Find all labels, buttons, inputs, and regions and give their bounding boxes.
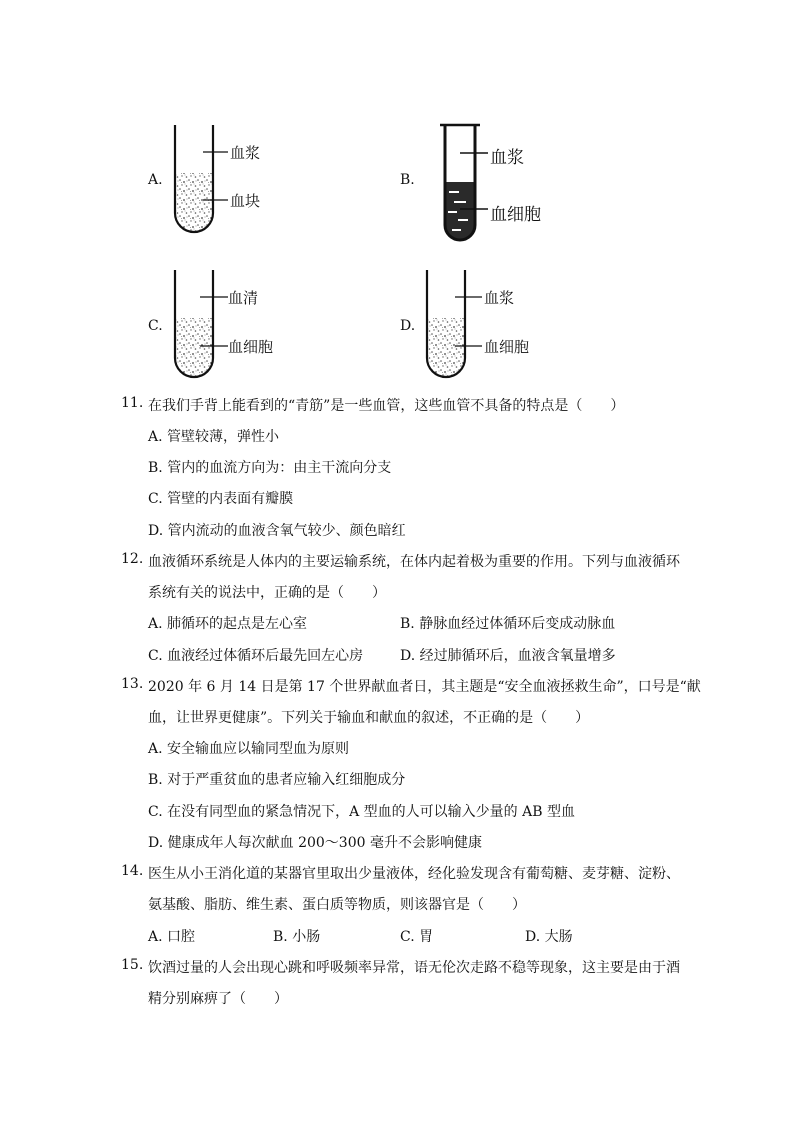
question-number: 13. bbox=[121, 676, 144, 692]
figure-b-label-cells: 血细胞 bbox=[490, 205, 541, 225]
option-b: B. 静脉血经过体循环后变成动脉血 bbox=[400, 616, 616, 632]
option-b: B. 对于严重贫血的患者应输入红细胞成分 bbox=[148, 772, 406, 788]
question-number: 11. bbox=[121, 395, 144, 411]
option-c: C. 管壁的内表面有瓣膜 bbox=[148, 491, 294, 507]
option-a: A. 安全输血应以输同型血为原则 bbox=[148, 741, 350, 757]
figure-c-letter: C. bbox=[148, 318, 163, 334]
figure-a-label-plasma: 血浆 bbox=[230, 144, 261, 162]
option-b: B. 管内的血流方向为：由主干流向分支 bbox=[148, 460, 392, 476]
figure-d-label-cells: 血细胞 bbox=[484, 338, 530, 356]
option-c: C. 胃 bbox=[400, 929, 434, 945]
figure-a-label-clot: 血块 bbox=[230, 192, 261, 210]
option-d: D. 管内流动的血液含氧气较少、颜色暗红 bbox=[148, 523, 406, 539]
question-stem: 饮酒过量的人会出现心跳和呼吸频率异常，语无伦次走路不稳等现象，这主要是由于酒 bbox=[148, 960, 680, 976]
question-stem-cont: 血，让世界更健康”。下列关于输血和献血的叙述，不正确的是（ ） bbox=[148, 710, 590, 726]
figure-d-letter: D. bbox=[400, 318, 416, 334]
figure-c-label-cells: 血细胞 bbox=[228, 338, 274, 356]
figure-b-letter: B. bbox=[400, 172, 415, 188]
figure-c-label-serum: 血清 bbox=[228, 289, 259, 307]
question-number: 15. bbox=[121, 957, 144, 973]
question-stem: 血液循环系统是人体内的主要运输系统，在体内起着极为重要的作用。下列与血液循环 bbox=[148, 554, 680, 570]
question-stem: 在我们手背上能看到的“青筋”是一些血管，这些血管不具备的特点是（ ） bbox=[148, 398, 625, 414]
test-tube-d bbox=[422, 270, 542, 385]
option-c: C. 血液经过体循环后最先回左心房 bbox=[148, 648, 364, 664]
test-tube-b bbox=[440, 120, 570, 250]
figure-b-label-plasma: 血浆 bbox=[490, 148, 524, 168]
option-a: A. 口腔 bbox=[148, 929, 196, 945]
figure-d-label-plasma: 血浆 bbox=[484, 289, 515, 307]
question-number: 14. bbox=[121, 863, 144, 879]
question-stem: 2020 年 6 月 14 日是第 17 个世界献血者日，其主题是“安全血液拯救生命”，口号是“献 bbox=[148, 679, 701, 695]
question-number: 12. bbox=[121, 551, 144, 567]
option-b: B. 小肠 bbox=[273, 929, 321, 945]
question-stem: 医生从小王消化道的某器官里取出少量液体，经化验发现含有葡萄糖、麦芽糖、淀粉、 bbox=[148, 866, 680, 882]
option-d: D. 健康成年人每次献血 200～300 毫升不会影响健康 bbox=[148, 835, 482, 851]
question-stem-cont: 精分别麻痹了（ ） bbox=[148, 991, 288, 1007]
figure-a-letter: A. bbox=[148, 172, 163, 188]
question-stem-cont: 系统有关的说法中，正确的是（ ） bbox=[148, 585, 386, 601]
option-a: A. 肺循环的起点是左心室 bbox=[148, 616, 308, 632]
question-stem-cont: 氨基酸、脂肪、维生素、蛋白质等物质，则该器官是（ ） bbox=[148, 897, 526, 913]
option-c: C. 在没有同型血的紧急情况下，A 型血的人可以输入少量的 AB 型血 bbox=[148, 804, 575, 820]
option-d: D. 经过肺循环后，血液含氧量增多 bbox=[400, 648, 616, 664]
option-d: D. 大肠 bbox=[525, 929, 573, 945]
option-a: A. 管壁较薄，弹性小 bbox=[148, 429, 280, 445]
